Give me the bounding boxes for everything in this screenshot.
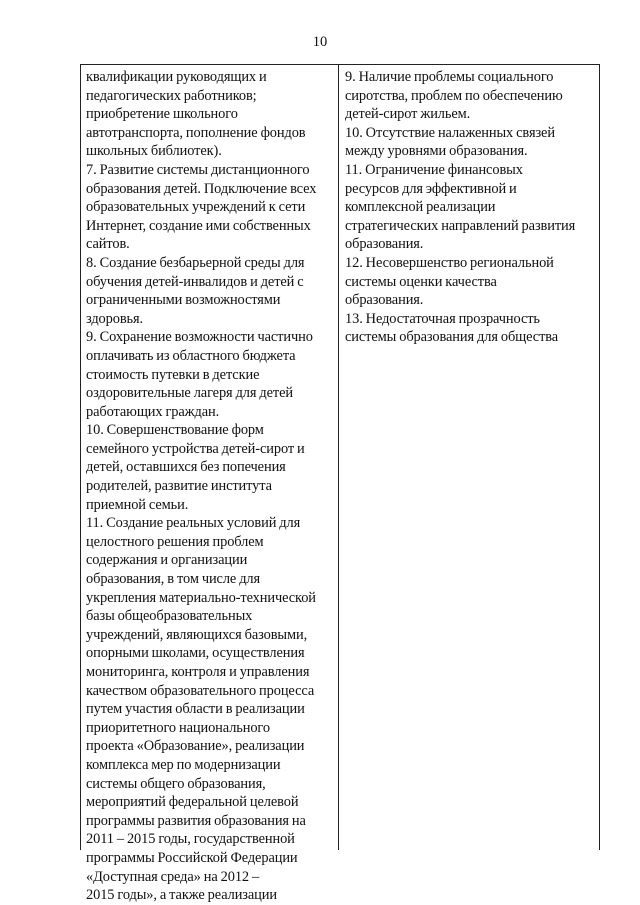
text-line: «Доступная среда» на 2012 –	[86, 868, 260, 885]
text-line: мониторинга, контроля и управления	[86, 664, 310, 680]
text-line: приобретение школьного	[86, 106, 238, 123]
text-line: системы образования для общества	[345, 329, 559, 346]
text-line: школьных библиотек).	[86, 143, 222, 160]
text-line: детей-сирот жильем.	[345, 106, 471, 123]
text-line: мероприятий федеральной целевой	[86, 794, 299, 811]
text-line: 2011 – 2015 годы, государственной	[86, 831, 295, 848]
text-line: здоровья.	[86, 310, 144, 327]
text-line: опорными школами, осуществления	[86, 645, 305, 662]
text-line: программы развития образования на	[86, 812, 306, 829]
text-line: ограниченными возможностями	[86, 292, 281, 309]
text-line: детей, оставшихся без попечения	[86, 459, 286, 476]
text-line: образования, в том числе для	[86, 571, 261, 588]
text-line: педагогических работников;	[86, 87, 257, 104]
text-line: квалификации руководящих и	[86, 69, 267, 85]
text-line: путем участия области в реализации	[86, 701, 305, 718]
document-table	[80, 64, 600, 904]
page-number: 10	[312, 34, 328, 50]
text-line: родителей, развитие института	[86, 478, 272, 495]
text-line: приемной семьи.	[86, 496, 189, 513]
text-line: 7. Развитие системы дистанционного	[86, 161, 310, 178]
text-line: ресурсов для эффективной и	[345, 180, 517, 197]
text-line: системы оценки качества	[345, 273, 497, 290]
text-line: качеством образовательного процесса	[86, 682, 315, 699]
text-line: образования.	[345, 236, 424, 253]
text-line: 13. Недостаточная прозрачность	[345, 310, 540, 327]
text-line: автотранспорта, пополнение фондов	[86, 124, 306, 141]
text-line: учреждений, являющихся базовыми,	[86, 626, 308, 643]
text-line: 9. Сохранение возможности частично	[86, 329, 313, 346]
text-line: 11. Ограничение финансовых	[345, 161, 523, 178]
text-line: 10. Отсутствие налаженных связей	[345, 124, 555, 141]
text-line: стратегических направлений развития	[345, 217, 576, 234]
text-line: 8. Создание безбарьерной среды для	[86, 254, 305, 271]
text-line: сиротства, проблем по обеспечению	[345, 87, 563, 104]
text-line: приоритетного национального	[86, 719, 270, 736]
text-line: 9. Наличие проблемы социального	[345, 69, 554, 85]
table-cell-right	[339, 65, 599, 850]
text-line: оздоровительные лагеря для детей	[86, 385, 293, 402]
text-line: 11. Создание реальных условий для	[86, 515, 301, 532]
text-line: базы общеобразовательных	[86, 608, 253, 625]
text-line: проекта «Образование», реализации	[86, 738, 305, 755]
text-line: содержания и организации	[86, 552, 248, 569]
text-line: комплексной реализации	[345, 199, 496, 216]
text-line: 2015 годы», а также реализации	[86, 887, 277, 904]
text-line: оплачивать из областного бюджета	[86, 347, 296, 364]
table-cell-left	[81, 65, 339, 904]
text-line: системы общего образования,	[86, 775, 266, 792]
text-line: работающих граждан.	[86, 403, 220, 420]
text-line: стоимость путевки в детские	[86, 366, 260, 383]
text-line: укрепления материально-технической	[86, 589, 316, 606]
text-line: обучения детей-инвалидов и детей с	[86, 273, 304, 290]
text-line: Интернет, создание ими собственных	[86, 217, 311, 234]
text-line: сайтов.	[86, 236, 130, 253]
text-line: целостного решения проблем	[86, 533, 264, 550]
text-line: образовательных учреждений к сети	[86, 199, 306, 216]
text-line: образования детей. Подключение всех	[86, 180, 317, 197]
text-line: программы Российской Федерации	[86, 849, 298, 866]
text-line: 12. Несовершенство региональной	[345, 254, 554, 271]
text-line: комплекса мер по модернизации	[86, 756, 281, 773]
text-line: семейного устройства детей-сирот и	[86, 440, 305, 457]
text-line: образования.	[345, 292, 424, 309]
text-line: между уровнями образования.	[345, 143, 528, 160]
text-line: 10. Совершенствование форм	[86, 422, 264, 439]
